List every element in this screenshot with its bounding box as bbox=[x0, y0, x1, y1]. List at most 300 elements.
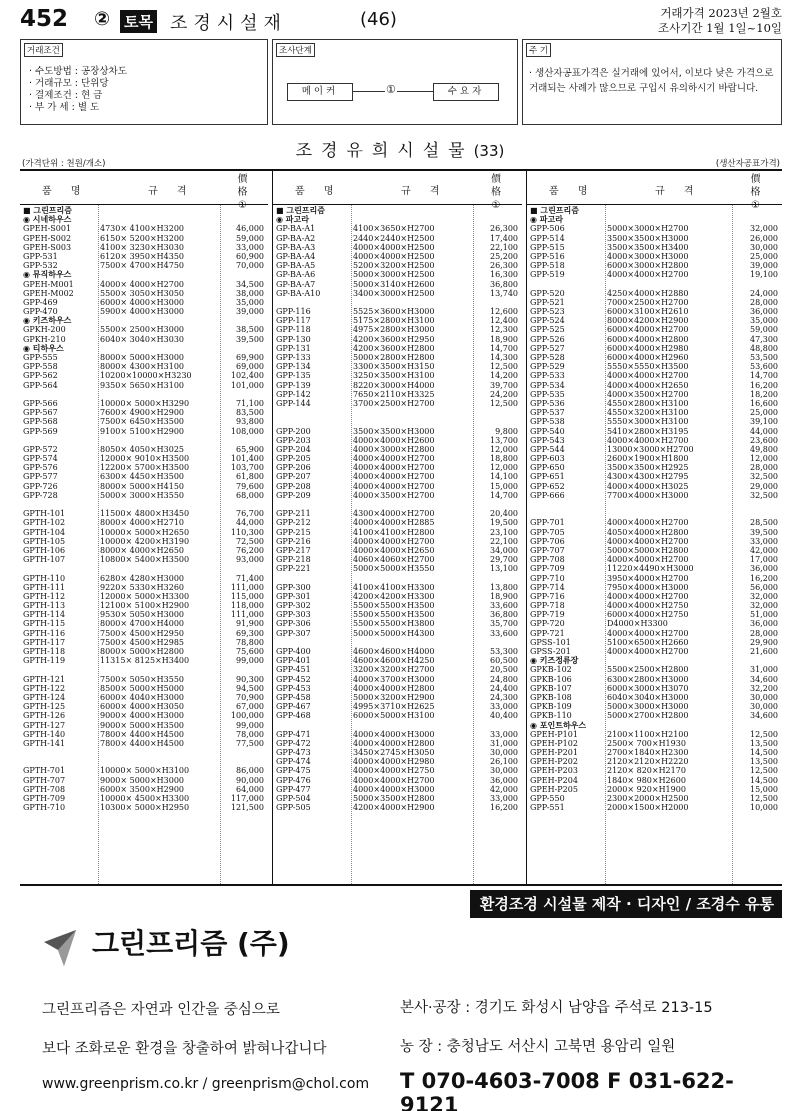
table-row bbox=[273, 730, 522, 739]
table-row bbox=[273, 537, 522, 546]
item-spec: 4200×3600×H2950 bbox=[353, 334, 435, 344]
item-name: GPP-215 bbox=[276, 527, 311, 537]
item-name: GPEH-P204 bbox=[530, 775, 578, 785]
item-price: 51,000 bbox=[750, 610, 778, 620]
table-row bbox=[273, 665, 522, 674]
item-spec: 6040×3040×H3000 bbox=[607, 692, 689, 702]
item-name: GPTH-114 bbox=[23, 610, 66, 620]
table-row bbox=[527, 280, 782, 289]
item-name: GPP-217 bbox=[276, 545, 311, 555]
item-name: GPP-651 bbox=[530, 472, 565, 482]
item-spec: 2120× 820×H2170 bbox=[607, 766, 686, 776]
item-spec: 4000×4000×H3000 bbox=[353, 729, 435, 739]
table-row bbox=[527, 748, 782, 757]
table-row bbox=[20, 399, 268, 408]
item-price: 36,000 bbox=[750, 564, 778, 574]
table-row bbox=[273, 528, 522, 537]
item-name: GPEH-M002 bbox=[23, 288, 74, 298]
item-price: 21,600 bbox=[750, 647, 778, 656]
item-name: GPKB-108 bbox=[530, 692, 572, 702]
item-spec: 4000×4000×H2700 bbox=[607, 435, 689, 445]
item-spec: 11220×4490×H3000 bbox=[607, 564, 694, 574]
table-row bbox=[20, 564, 268, 573]
table-row bbox=[273, 335, 522, 344]
item-name: GPTH-707 bbox=[23, 775, 66, 785]
table-row bbox=[273, 390, 522, 399]
ad-banner: 환경조경 시설물 제작 · 디자인 / 조경수 유통 bbox=[470, 890, 782, 918]
item-price: 108,000 bbox=[230, 426, 264, 436]
table-row bbox=[273, 307, 522, 316]
item-spec: 5000×3200×H2900 bbox=[353, 692, 435, 702]
table-row bbox=[20, 739, 268, 748]
item-price: 12,400 bbox=[490, 316, 518, 326]
item-name: GPTH-708 bbox=[23, 784, 66, 794]
item-spec: 9100× 5100×H2900 bbox=[100, 426, 185, 436]
item-name: GPTH-101 bbox=[23, 509, 66, 519]
item-spec: 2500× 700×H1930 bbox=[607, 738, 686, 748]
item-price: 14,500 bbox=[750, 748, 778, 758]
item-spec: 4000×4000×H2700 bbox=[607, 270, 689, 280]
item-spec: 5000×5000×H4300 bbox=[353, 628, 435, 638]
item-price: 76,700 bbox=[236, 509, 264, 519]
item-name: GPP-468 bbox=[276, 711, 311, 721]
item-spec: 5525×3600×H3000 bbox=[353, 307, 435, 317]
item-price: 111,000 bbox=[230, 582, 264, 592]
table-row bbox=[273, 757, 522, 766]
table-row bbox=[20, 665, 268, 674]
item-name: GPP-576 bbox=[23, 463, 58, 473]
item-name: GPP-551 bbox=[530, 803, 565, 813]
item-name: GP-BA-A10 bbox=[276, 288, 321, 298]
item-price: 12,600 bbox=[490, 307, 518, 317]
item-price: 13,800 bbox=[490, 582, 518, 592]
table-row bbox=[527, 307, 782, 316]
item-name: GPEH-S002 bbox=[23, 233, 72, 243]
group-heading-row bbox=[20, 215, 268, 224]
item-spec: 4000×3000×H2800 bbox=[353, 444, 435, 454]
item-name: GPP-142 bbox=[276, 389, 311, 399]
item-name: GPP-451 bbox=[276, 665, 311, 675]
item-name: GPTH-111 bbox=[23, 582, 66, 592]
item-spec: 12000× 5000×H3300 bbox=[100, 591, 190, 601]
table-row bbox=[527, 555, 782, 564]
table-row bbox=[527, 537, 782, 546]
item-price: 76,200 bbox=[236, 545, 264, 555]
item-spec: 4200×4000×H2900 bbox=[353, 803, 435, 813]
item-name: GPP-537 bbox=[530, 408, 565, 418]
item-name: GPTH-124 bbox=[23, 692, 66, 702]
table-row bbox=[20, 500, 268, 509]
item-price: 70,900 bbox=[236, 692, 264, 702]
item-spec: 5410×2800×H3195 bbox=[607, 426, 689, 436]
item-name: GPEH-S001 bbox=[23, 224, 72, 234]
table-row bbox=[20, 601, 268, 610]
item-spec: 5000×2700×H2800 bbox=[607, 711, 689, 721]
issue-info bbox=[658, 6, 782, 36]
item-spec: 4100× 3230×H3030 bbox=[100, 242, 185, 252]
item-name: GPTH-106 bbox=[23, 545, 66, 555]
item-name: GPEH-P202 bbox=[530, 757, 578, 767]
item-spec: 13000×3000×H2700 bbox=[607, 444, 694, 454]
item-spec: 8000× 4300×H3100 bbox=[100, 362, 185, 372]
item-name: GPTH-140 bbox=[23, 729, 66, 739]
item-name: GPP-527 bbox=[530, 343, 565, 353]
item-name: GPP-572 bbox=[23, 444, 58, 454]
table-row bbox=[20, 243, 268, 252]
item-price: 12,500 bbox=[490, 398, 518, 408]
item-price: 23,100 bbox=[490, 527, 518, 537]
item-name: GPP-577 bbox=[23, 472, 58, 482]
item-price: 13,740 bbox=[490, 288, 518, 298]
item-name: GPP-535 bbox=[530, 389, 565, 399]
table-row bbox=[20, 390, 268, 399]
table-row bbox=[20, 445, 268, 454]
item-price: 32,000 bbox=[750, 601, 778, 611]
item-name: ■ 그린프리즘 bbox=[530, 206, 579, 215]
item-price: 32,000 bbox=[750, 224, 778, 234]
item-spec: 7800× 4400×H4500 bbox=[100, 729, 185, 739]
table-row bbox=[20, 711, 268, 720]
item-price: 25,000 bbox=[750, 251, 778, 261]
table-row bbox=[20, 785, 268, 794]
item-spec: 4000×3000×H3000 bbox=[607, 251, 689, 261]
item-name: GPKH-210 bbox=[23, 334, 66, 344]
item-price: 26,300 bbox=[490, 224, 518, 234]
table-row bbox=[20, 335, 268, 344]
table-row bbox=[527, 344, 782, 353]
item-spec: 3500×3500×H3000 bbox=[607, 233, 689, 243]
table-row bbox=[20, 307, 268, 316]
item-name: GPP-705 bbox=[530, 527, 565, 537]
item-price: 44,000 bbox=[236, 518, 264, 528]
item-name: GPP-544 bbox=[530, 444, 565, 454]
table-row bbox=[527, 766, 782, 775]
group-heading-row bbox=[20, 206, 268, 215]
item-name: GPP-555 bbox=[23, 353, 58, 362]
item-name: GPP-520 bbox=[530, 288, 565, 298]
item-spec: 7500× 6450×H3500 bbox=[100, 417, 185, 427]
table-row bbox=[20, 454, 268, 463]
item-price: 53,500 bbox=[750, 353, 778, 362]
price-type: (생산자공표가격) bbox=[715, 159, 780, 169]
item-spec: 5500×5500×H3500 bbox=[353, 601, 435, 611]
table-row bbox=[20, 362, 268, 371]
table-row bbox=[527, 647, 782, 656]
item-name: GPP-728 bbox=[23, 490, 58, 500]
item-spec: 5550×5550×H3500 bbox=[607, 362, 689, 372]
item-spec: 4000×4000×H2700 bbox=[607, 628, 689, 638]
table-row bbox=[273, 675, 522, 684]
item-price: 39,500 bbox=[750, 527, 778, 537]
item-price: 53,300 bbox=[490, 647, 518, 656]
item-name: GPP-401 bbox=[276, 656, 311, 666]
table-row bbox=[527, 776, 782, 785]
item-name: GPP-306 bbox=[276, 619, 311, 629]
item-name: GPEH-P201 bbox=[530, 748, 578, 758]
table-rows bbox=[273, 205, 522, 812]
item-price: 14,500 bbox=[750, 775, 778, 785]
item-name: GPP-726 bbox=[23, 481, 58, 491]
item-price: 12,300 bbox=[490, 325, 518, 335]
item-price: 34,600 bbox=[750, 711, 778, 721]
item-price: 39,000 bbox=[236, 307, 264, 317]
item-spec: 4100×4100×H3300 bbox=[353, 582, 435, 592]
item-spec: 4000×4000×H2980 bbox=[353, 757, 435, 767]
item-price: 117,000 bbox=[230, 794, 264, 803]
item-name: GP-BA-A1 bbox=[276, 224, 316, 234]
item-price: 25,200 bbox=[490, 251, 518, 261]
item-spec: 6000×4000×H2960 bbox=[607, 353, 689, 362]
item-price: 35,700 bbox=[490, 619, 518, 629]
farm-address: 농 장 : 충청남도 서산시 고북면 용암리 일원 bbox=[400, 1039, 676, 1055]
item-price: 18,800 bbox=[490, 454, 518, 464]
table-row bbox=[273, 234, 522, 243]
item-price: 28,500 bbox=[750, 518, 778, 528]
item-price: 101,000 bbox=[230, 380, 264, 390]
item-name: GPKB-110 bbox=[530, 711, 572, 721]
table-row bbox=[527, 711, 782, 720]
price-unit: (가격단위 : 천원/개소) bbox=[22, 159, 106, 169]
table-row bbox=[20, 280, 268, 289]
item-price: 17,400 bbox=[490, 233, 518, 243]
item-spec: 6120× 3950×H4350 bbox=[100, 251, 185, 261]
item-price: 36,000 bbox=[750, 307, 778, 317]
table-row bbox=[527, 629, 782, 638]
item-name: GPEH-P205 bbox=[530, 784, 578, 794]
item-price: 32,200 bbox=[750, 683, 778, 693]
item-price: 31,000 bbox=[750, 665, 778, 675]
item-spec: 4100×3650×H2700 bbox=[353, 224, 435, 234]
item-price: 69,000 bbox=[236, 362, 264, 372]
table-row bbox=[20, 748, 268, 757]
item-price: 67,000 bbox=[236, 702, 264, 712]
item-price: 30,000 bbox=[750, 702, 778, 712]
group-heading-row bbox=[20, 344, 268, 353]
item-price: 29,700 bbox=[490, 555, 518, 565]
item-name: GPTH-102 bbox=[23, 518, 66, 528]
item-spec: 5550×3000×H3100 bbox=[607, 417, 689, 427]
table-row bbox=[273, 463, 522, 472]
item-spec: 6150× 5200×H3200 bbox=[100, 233, 185, 243]
item-name: GPP-531 bbox=[23, 251, 58, 261]
table-row bbox=[527, 785, 782, 794]
item-price: 19,500 bbox=[490, 518, 518, 528]
table-row bbox=[273, 518, 522, 527]
item-spec: 7000×2500×H2700 bbox=[607, 297, 689, 307]
table-row bbox=[273, 362, 522, 371]
item-name: GPP-303 bbox=[276, 610, 311, 620]
table-row bbox=[527, 610, 782, 619]
table-row bbox=[273, 472, 522, 481]
item-price: 86,000 bbox=[236, 766, 264, 776]
table-row bbox=[273, 583, 522, 592]
item-price: 35,000 bbox=[236, 297, 264, 307]
item-spec: 4200×3600×H2800 bbox=[353, 343, 435, 353]
item-spec: 4000×4000×H2700 bbox=[353, 472, 435, 482]
item-price: 19,100 bbox=[750, 270, 778, 280]
item-price: 77,500 bbox=[236, 738, 264, 748]
item-price: 16,200 bbox=[750, 380, 778, 390]
item-price: 115,000 bbox=[230, 591, 264, 601]
table-row bbox=[273, 776, 522, 785]
survey-stage-tag: 조사단계 bbox=[276, 43, 315, 57]
item-name: ■ 그린프리즘 bbox=[276, 206, 325, 215]
item-name: GPTH-710 bbox=[23, 803, 66, 813]
item-spec: 6000×3100×H2610 bbox=[607, 307, 689, 317]
item-price: 36,800 bbox=[490, 610, 518, 620]
item-name: GPP-475 bbox=[276, 766, 311, 776]
table-row bbox=[273, 252, 522, 261]
table-row bbox=[527, 601, 782, 610]
item-name: GPTH-701 bbox=[23, 766, 66, 776]
item-price: 38,000 bbox=[236, 288, 264, 298]
item-name: GPP-543 bbox=[530, 435, 565, 445]
item-name: GPP-452 bbox=[276, 674, 311, 684]
item-name: GPTH-126 bbox=[23, 711, 66, 721]
item-price: 26,100 bbox=[490, 757, 518, 767]
table-row bbox=[273, 748, 522, 757]
item-price: 78,800 bbox=[236, 637, 264, 647]
table-row bbox=[20, 252, 268, 261]
item-price: 42,000 bbox=[750, 545, 778, 555]
item-name: GPP-521 bbox=[530, 297, 565, 307]
item-spec: 4050×4000×H2800 bbox=[607, 527, 689, 537]
item-spec: 6000×4000×H2980 bbox=[607, 343, 689, 353]
item-spec: 4000×4000×H2500 bbox=[353, 251, 435, 261]
item-price: 33,600 bbox=[490, 628, 518, 638]
table-row bbox=[527, 500, 782, 509]
item-price: 15,000 bbox=[750, 784, 778, 794]
buyer-box: 수요자 bbox=[433, 83, 499, 101]
item-price: 26,300 bbox=[490, 261, 518, 271]
item-price: 14,700 bbox=[750, 371, 778, 381]
item-spec: 4000×3700×H3000 bbox=[353, 674, 435, 684]
item-name: GPTH-107 bbox=[23, 555, 66, 565]
item-name: GPEH-S003 bbox=[23, 242, 72, 252]
item-price: 9,800 bbox=[495, 426, 518, 436]
item-name: GPP-221 bbox=[276, 564, 311, 574]
item-name: GPP-714 bbox=[530, 582, 565, 592]
item-name: GPP-708 bbox=[530, 555, 565, 565]
item-price: 60,900 bbox=[236, 251, 264, 261]
conditions-tag: 거래조건 bbox=[24, 43, 63, 57]
item-spec: 8500× 5000×H5000 bbox=[100, 683, 185, 693]
item-name: GPEH-M001 bbox=[23, 279, 74, 289]
item-price: 33,600 bbox=[490, 601, 518, 611]
item-price: 24,300 bbox=[490, 692, 518, 702]
item-name: GPP-204 bbox=[276, 444, 311, 454]
item-spec: 5500×5500×H3500 bbox=[353, 610, 435, 620]
header-name: 품 명 bbox=[295, 186, 342, 197]
item-spec: 4000×4000×H2750 bbox=[353, 766, 435, 776]
item-name: GPTH-115 bbox=[23, 619, 66, 629]
item-price: 14,700 bbox=[490, 490, 518, 500]
table-row bbox=[527, 390, 782, 399]
table-row bbox=[273, 684, 522, 693]
item-price: 69,300 bbox=[236, 628, 264, 638]
item-spec: 8000× 5000×H3000 bbox=[100, 353, 185, 362]
item-spec: 5175×2800×H3100 bbox=[353, 316, 435, 326]
item-name: GPTH-113 bbox=[23, 601, 66, 611]
item-price: 53,600 bbox=[750, 362, 778, 372]
item-price: 39,500 bbox=[236, 334, 264, 344]
item-name: GPP-505 bbox=[276, 803, 311, 813]
table-row bbox=[527, 757, 782, 766]
item-spec: 4000×4000×H2700 bbox=[353, 454, 435, 464]
item-spec: 5000×3000×H3000 bbox=[607, 702, 689, 712]
header-price-label: 價 格 bbox=[237, 174, 256, 198]
item-price: 30,000 bbox=[750, 692, 778, 702]
item-price: 103,700 bbox=[230, 463, 264, 473]
item-spec: 9530× 5050×H3000 bbox=[100, 610, 185, 620]
survey-stage-box bbox=[272, 39, 518, 125]
item-name: GPP-569 bbox=[23, 426, 58, 436]
table-row bbox=[527, 316, 782, 325]
item-price: 22,100 bbox=[490, 536, 518, 546]
seller-box: 메이커 bbox=[287, 83, 353, 101]
item-spec: 2440×2440×H2500 bbox=[353, 233, 435, 243]
item-name: ◉ 포인트하우스 bbox=[530, 720, 587, 730]
item-spec: 5000×3500×H2800 bbox=[353, 794, 435, 803]
item-price: 39,000 bbox=[750, 261, 778, 271]
item-spec: 12000× 9010×H3500 bbox=[100, 454, 190, 464]
table-row bbox=[273, 325, 522, 334]
item-spec: 5500× 3050×H3050 bbox=[100, 288, 185, 298]
item-price: 30,000 bbox=[750, 242, 778, 252]
item-price: 12,000 bbox=[750, 454, 778, 464]
item-spec: 7800× 4400×H4500 bbox=[100, 738, 185, 748]
table-row bbox=[273, 371, 522, 380]
note-text: · 생산자공표가격은 실거래에 있어서, 이보다 낮은 가격으로 거래되는 사례가 많으므로 구입시 유의하시기 바랍니다. bbox=[529, 68, 774, 94]
item-spec: 8050× 4050×H3025 bbox=[100, 444, 185, 454]
item-name: ◉ 키즈정류장 bbox=[530, 656, 579, 666]
item-name: GPTH-116 bbox=[23, 628, 66, 638]
item-spec: 3300×3500×H3150 bbox=[353, 362, 435, 372]
item-name: GPP-135 bbox=[276, 371, 311, 381]
item-name: GPP-302 bbox=[276, 601, 311, 611]
slogan-line: 그린프리즘은 자연과 인간을 중심으로 bbox=[42, 1002, 280, 1018]
item-name: GPKB-107 bbox=[530, 683, 572, 693]
item-price: 24,800 bbox=[490, 674, 518, 684]
table-row bbox=[20, 794, 268, 803]
item-name: GPP-477 bbox=[276, 784, 311, 794]
table-row bbox=[20, 647, 268, 656]
item-price: 39,100 bbox=[750, 417, 778, 427]
item-name: GPP-467 bbox=[276, 702, 311, 712]
item-name: ◉ 시네하우스 bbox=[23, 215, 72, 225]
item-spec: 3200×3200×H2700 bbox=[353, 665, 435, 675]
table-row bbox=[273, 500, 522, 509]
table-row bbox=[273, 491, 522, 500]
item-spec: 8000× 5000×H4150 bbox=[100, 481, 185, 491]
table-row bbox=[20, 675, 268, 684]
condition-item: · 부 가 세 : 별 도 bbox=[29, 102, 100, 113]
item-name: GPP-203 bbox=[276, 435, 311, 445]
table-row bbox=[20, 583, 268, 592]
item-price: 12,000 bbox=[490, 444, 518, 454]
table-row bbox=[527, 243, 782, 252]
item-spec: 5000×5000×H3550 bbox=[353, 564, 435, 574]
hq-address: 본사·공장 : 경기도 화성시 남양읍 주석로 213-15 bbox=[400, 1000, 713, 1016]
header-price-label: 價 格 bbox=[491, 174, 509, 198]
item-name: GPTH-105 bbox=[23, 536, 66, 546]
table-row bbox=[273, 601, 522, 610]
item-price: 34,600 bbox=[750, 674, 778, 684]
group-heading-row bbox=[273, 215, 522, 224]
item-price: 71,100 bbox=[236, 398, 264, 408]
table-row bbox=[20, 629, 268, 638]
table-row bbox=[20, 408, 268, 417]
